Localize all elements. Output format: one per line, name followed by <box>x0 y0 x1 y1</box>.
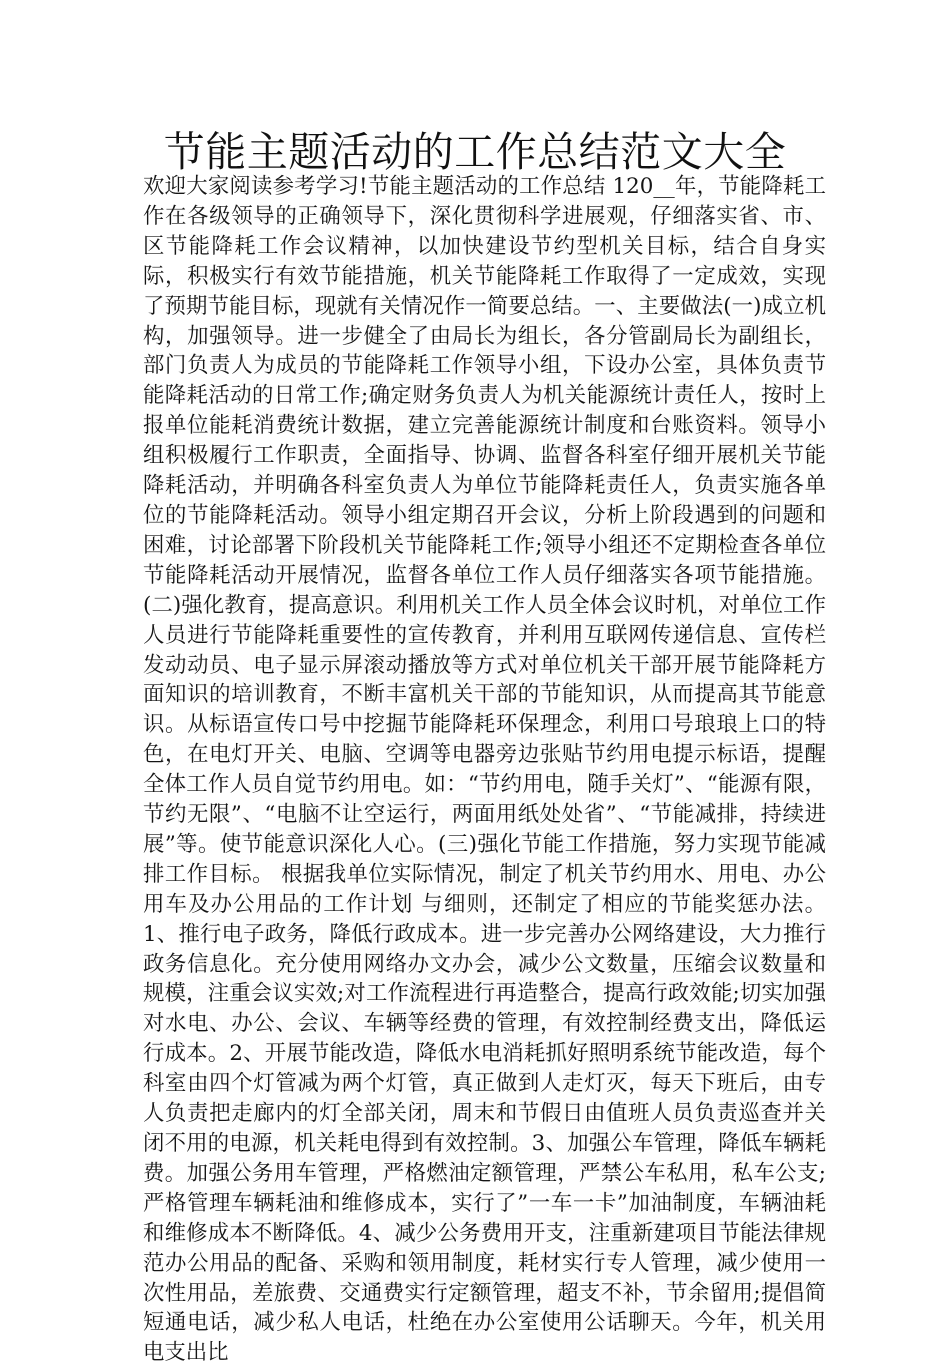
document-title: 节能主题活动的工作总结范文大全 <box>163 128 787 176</box>
document-body-text: 欢迎大家阅读参考学习!节能主题活动的工作总结 120__年，节能降耗工作在各级领导的正确领导下，深化贯彻科学进展观，仔细落实省、市、区节能降耗工作会议精神，以加快建设节约型机关目标，结合自身实际，积极实行有效节能措施，机关节能降耗工作取得了一定成效，实现了预期节能目标，现就有关情况作一简要总结。一、主要做法(一)成立机构，加强领导。进一步健全了由局长为组长，各分管副局长为副组长，部门负责人为成员的节能降耗工作领导小组，下设办公室，具体负责节能降耗活动的日常工作;确定财务负责人为机关能源统计责任人，按时上报单位能耗消费统计数据，建立完善能源统计制度和台账资料。领导小组积极履行工作职责，全面指导、协调、监督各科室仔细开展机关节能降耗活动，并明确各科室负责人为单位节能降耗责任人，负责实施各单位的节能降耗活动。领导小组定期召开会议，分析上阶段遇到的问题和困难，讨论部署下阶段机关节能降耗工作;领导小组还不定期检查各单位节能降耗活动开展情况，监督各单位工作人员仔细落实各项节能措施。(二)强化教育，提高意识。利用机关工作人员全体会议时机，对单位工作人员进行节能降耗重要性的宣传教育，并利用互联网传递信息、宣传栏发动动员、电子显示屏滚动播放等方式对单位机关干部开展节能降耗方面知识的培训教育，不断丰富机关干部的节能知识，从而提高其节能意识。从标语宣传口号中挖掘节能降耗环保理念，利用口号琅琅上口的特色，在电灯开关、电脑、空调等电器旁边张贴节约用电提示标语，提醒全体工作人员自觉节约用电。如：“节约用电，随手关灯”、“能源有限，节约无限”、“电脑不让空运行，两面用纸处处省”、“节能减排，持续进展”等。使节能意识深化人心。(三)强化节能工作措施，努力实现节能减排工作目标。 根据我单位实际情况，制定了机关节约用水、用电、办公用车及办公用品的工作计划 与细则，还制定了相应的节能奖惩办法。1、推行电子政务，降低行政成本。进一步完善办公网络建设，大力推行政务信息化。充分使用网络办文办会，减少公文数量，压缩会议数量和规模，注重会议实效;对工作流程进行再造整合，提高行政效能;切实加强对水电、办公、会议、车辆等经费的管理，有效控制经费支出，降低运行成本。2、开展节能改造，降低水电消耗抓好照明系统节能改造，每个科室由四个灯管减为两个灯管，真正做到人走灯灭，每天下班后，由专人负责把走廊内的灯全部关闭，周末和节假日由值班人员负责巡查并关闭不用的电源，机关耗电得到有效控制。3、加强公车管理，降低车辆耗费。加强公务用车管理，严格燃油定额管理，严禁公车私用，私车公支;严格管理车辆耗油和维修成本，实行了”一车一卡”加油制度，车辆油耗和维修成本不断降低。4、减少公务费用开支，注重新建项目节能法律规范办公用品的配备、采购和领用制度，耗材实行专人管理，减少使用一次性用品，差旅费、交通费实行定额管理，超支不补，节余留用;提倡简短通电话，减少私人电话，杜绝在办公室使用公话聊天。今年，机关用电支出比 <box>143 174 826 1366</box>
